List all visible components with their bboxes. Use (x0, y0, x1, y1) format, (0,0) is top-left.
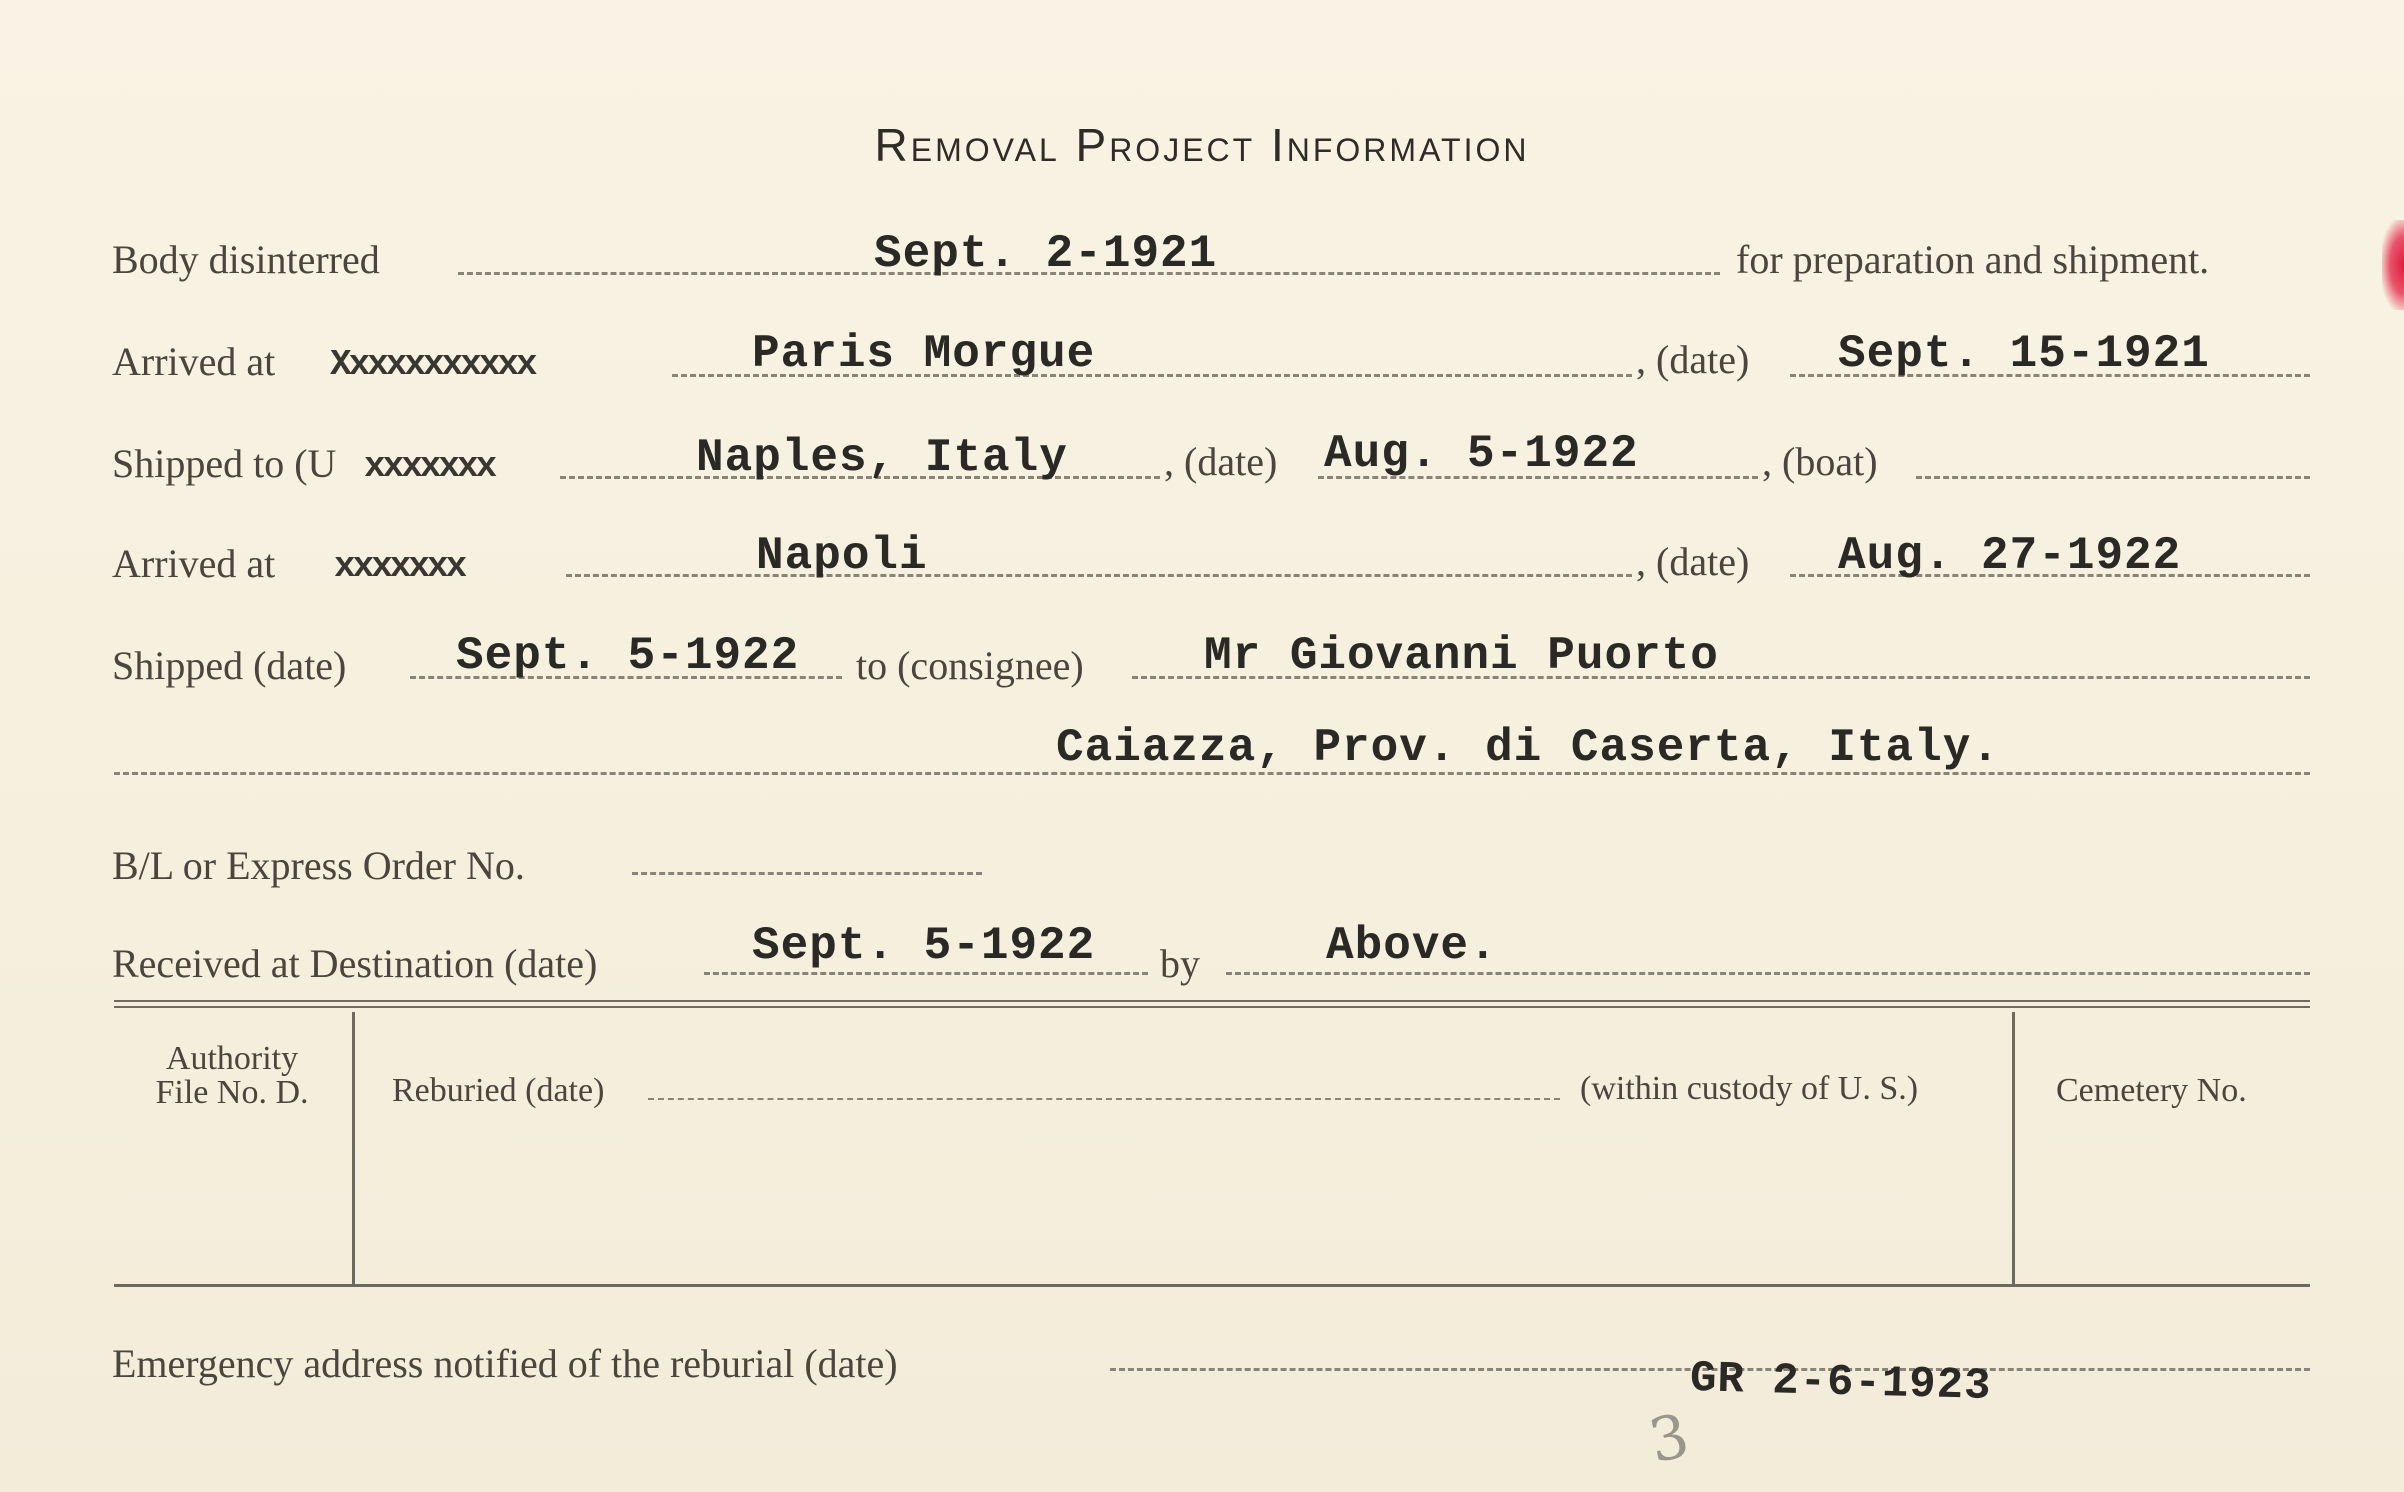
typed-received-by: Above. (1326, 920, 1498, 972)
box-top-rule (114, 1000, 2310, 1002)
label-shipped-to-date: , (date) (1164, 439, 1278, 484)
label-reburied-date: Reburied (date) (392, 1072, 605, 1109)
label-to-consignee: to (consignee) (856, 643, 1084, 688)
line-received-by (1226, 972, 2310, 975)
typed-emergency-date: GR 2-6-1923 (1689, 1354, 1993, 1412)
typed-consignee-line1: Mr Giovanni Puorto (1204, 630, 1719, 682)
typed-arrived-at-2-date: Aug. 27-1922 (1838, 530, 2182, 582)
label-for-preparation: for preparation and shipment. (1736, 237, 2210, 282)
typed-consignee-line2: Caiazza, Prov. di Caserta, Italy. (1056, 722, 2000, 774)
box-right-divider (2012, 1012, 2015, 1284)
label-body-disinterred: Body disinterred (112, 237, 380, 282)
line-reburied-date (648, 1098, 1560, 1100)
struck-text-arrived-2: xxxxxxx (334, 546, 465, 587)
struck-text-arrived-1: Xxxxxxxxxxx (330, 344, 535, 385)
line-bl-order (632, 872, 982, 875)
label-cemetery-no: Cemetery No. (2056, 1072, 2247, 1109)
typed-shipped-date: Sept. 5-1922 (456, 630, 800, 682)
red-ink-smudge (2382, 220, 2404, 310)
typed-shipped-to-place: Naples, Italy (696, 432, 1068, 484)
label-emergency-address: Emergency address notified of the reburial (date) (112, 1341, 898, 1386)
line-boat (1916, 476, 2310, 479)
label-authority (120, 1042, 344, 1110)
label-authority-line1: Authority (165, 1040, 299, 1077)
line-received-date (704, 972, 1148, 975)
label-arrived-at-2: Arrived at (112, 541, 276, 586)
box-top-rule-2 (114, 1006, 2310, 1008)
typed-received-date: Sept. 5-1922 (752, 920, 1096, 972)
box-bottom-rule (114, 1284, 2310, 1287)
label-authority-line2: File No. D. (155, 1074, 309, 1111)
box-left-divider (352, 1012, 355, 1284)
typed-shipped-to-date: Aug. 5-1922 (1324, 428, 1639, 480)
label-received-at-destination: Received at Destination (date) (112, 941, 598, 986)
label-boat: , (boat) (1762, 439, 1878, 484)
label-shipped-date: Shipped (date) (112, 643, 347, 688)
card-title: Removal Project Information (874, 119, 1530, 171)
typed-arrived-at-1-place: Paris Morgue (752, 328, 1096, 380)
label-shipped-to: Shipped to (U (112, 441, 337, 486)
typed-body-disinterred-date: Sept. 2-1921 (874, 228, 1218, 280)
typed-arrived-at-2-place: Napoli (756, 530, 928, 582)
label-within-custody: (within custody of U. S.) (1580, 1070, 1919, 1107)
pencil-mark: 3 (1643, 1400, 1696, 1478)
typed-arrived-at-1-date: Sept. 15-1921 (1838, 328, 2210, 380)
label-by: by (1160, 941, 1200, 986)
struck-text-shipped-to: xxxxxxx (364, 446, 495, 487)
label-arrived-at-1-date: , (date) (1636, 337, 1750, 382)
label-bl-order: B/L or Express Order No. (112, 843, 525, 888)
line-arrived-at-2 (566, 574, 1632, 577)
label-arrived-at-1: Arrived at (112, 339, 276, 384)
label-arrived-at-2-date: , (date) (1636, 539, 1750, 584)
